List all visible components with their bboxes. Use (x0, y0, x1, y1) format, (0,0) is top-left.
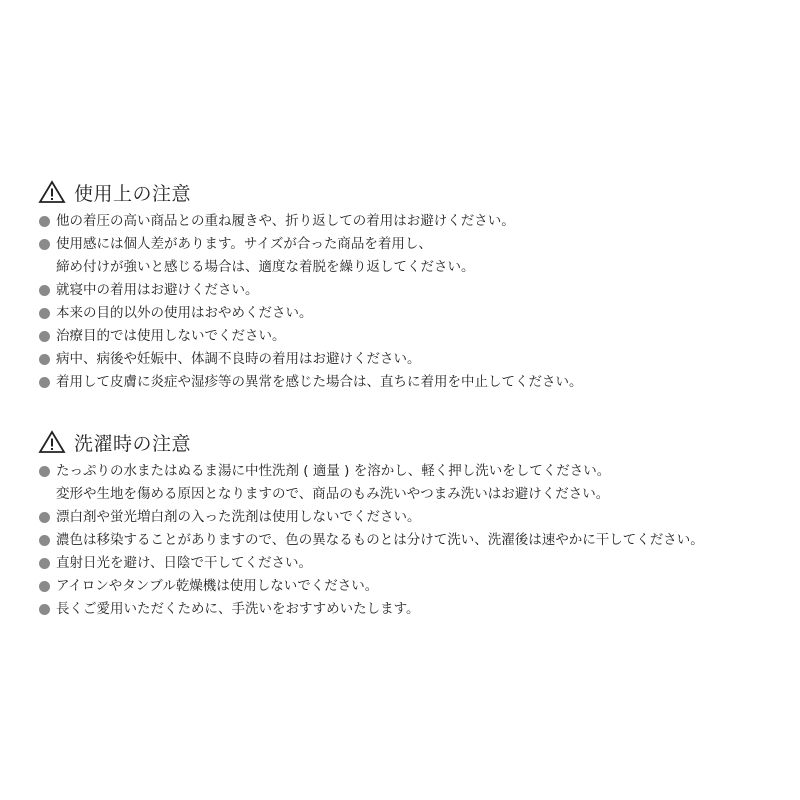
list-item-text: 就寝中の着用はお避けください。 (56, 282, 259, 298)
list-item (38, 506, 783, 529)
list-item-text: 濃色は移染することがありますので、色の異なるものとは分けて洗い、洗濯後は速やかに干してください。 (56, 532, 704, 548)
list-item-text: 本来の目的以外の使用はおやめください。 (56, 305, 313, 321)
list-item-text: 他の着圧の高い商品との重ね履きや、折り返しての着用はお避けください。 (56, 213, 515, 229)
bullet-dot-icon (39, 308, 50, 319)
list-item-text: 直射日光を避け、日陰で干してください。 (56, 555, 312, 571)
list-item-text: 漂白剤や蛍光増白剤の入った洗剤は使用しないでください。 (56, 509, 421, 525)
usage-precautions-heading (38, 176, 783, 208)
list-item (38, 279, 783, 302)
bullet-dot-icon (39, 377, 50, 388)
list-item (38, 325, 783, 348)
list-item (38, 552, 783, 575)
list-item (38, 598, 783, 621)
list-item (38, 460, 783, 506)
list-item-text: 長くご愛用いただくために、手洗いをおすすめいたします。 (56, 601, 420, 617)
bullet-dot-icon (39, 604, 50, 615)
bullet-dot-icon (39, 216, 50, 227)
washing-precautions-section (38, 426, 783, 621)
list-item (38, 575, 783, 598)
bullet-dot-icon (39, 581, 50, 592)
bullet-dot-icon (39, 512, 50, 523)
washing-precautions-list (38, 460, 783, 621)
list-item-text: 着用して皮膚に炎症や湿疹等の異常を感じた場合は、直ちに着用を中止してください。 (56, 374, 583, 390)
usage-precautions-section (38, 176, 783, 394)
bullet-dot-icon (39, 354, 50, 365)
bullet-dot-icon (39, 558, 50, 569)
list-item-text: 使用感には個人差があります。サイズが合った商品を着用し、 (56, 236, 432, 252)
warning-triangle-icon (38, 180, 66, 204)
list-item (38, 302, 783, 325)
list-item-text: たっぷりの水またはぬるま湯に中性洗剤 ( 適量 ) を溶かし、軽く押し洗いをしてください。 (56, 463, 611, 479)
section-title: 洗濯時の注意 (74, 432, 192, 455)
washing-precautions-heading (38, 426, 783, 458)
section-title: 使用上の注意 (74, 182, 192, 205)
bullet-dot-icon (39, 535, 50, 546)
bullet-dot-icon (39, 239, 50, 250)
list-item-text: 締め付けが強いと感じる場合は、適度な着脱を繰り返してください。 (56, 259, 475, 275)
list-item (38, 348, 783, 371)
bullet-dot-icon (39, 285, 50, 296)
list-item-text: アイロンやタンブル乾燥機は使用しないでください。 (56, 578, 379, 594)
list-item-text: 治療目的では使用しないでください。 (56, 328, 286, 344)
usage-precautions-list (38, 210, 783, 394)
list-item (38, 210, 783, 233)
bullet-dot-icon (39, 331, 50, 342)
list-item (38, 233, 783, 279)
warning-triangle-icon (38, 430, 66, 454)
list-item-text: 変形や生地を傷める原因となりますので、商品のもみ洗いやつまみ洗いはお避けください。 (56, 486, 610, 502)
bullet-dot-icon (39, 466, 50, 477)
list-item (38, 371, 783, 394)
list-item (38, 529, 783, 552)
list-item-text: 病中、病後や妊娠中、体調不良時の着用はお避けください。 (56, 351, 421, 367)
